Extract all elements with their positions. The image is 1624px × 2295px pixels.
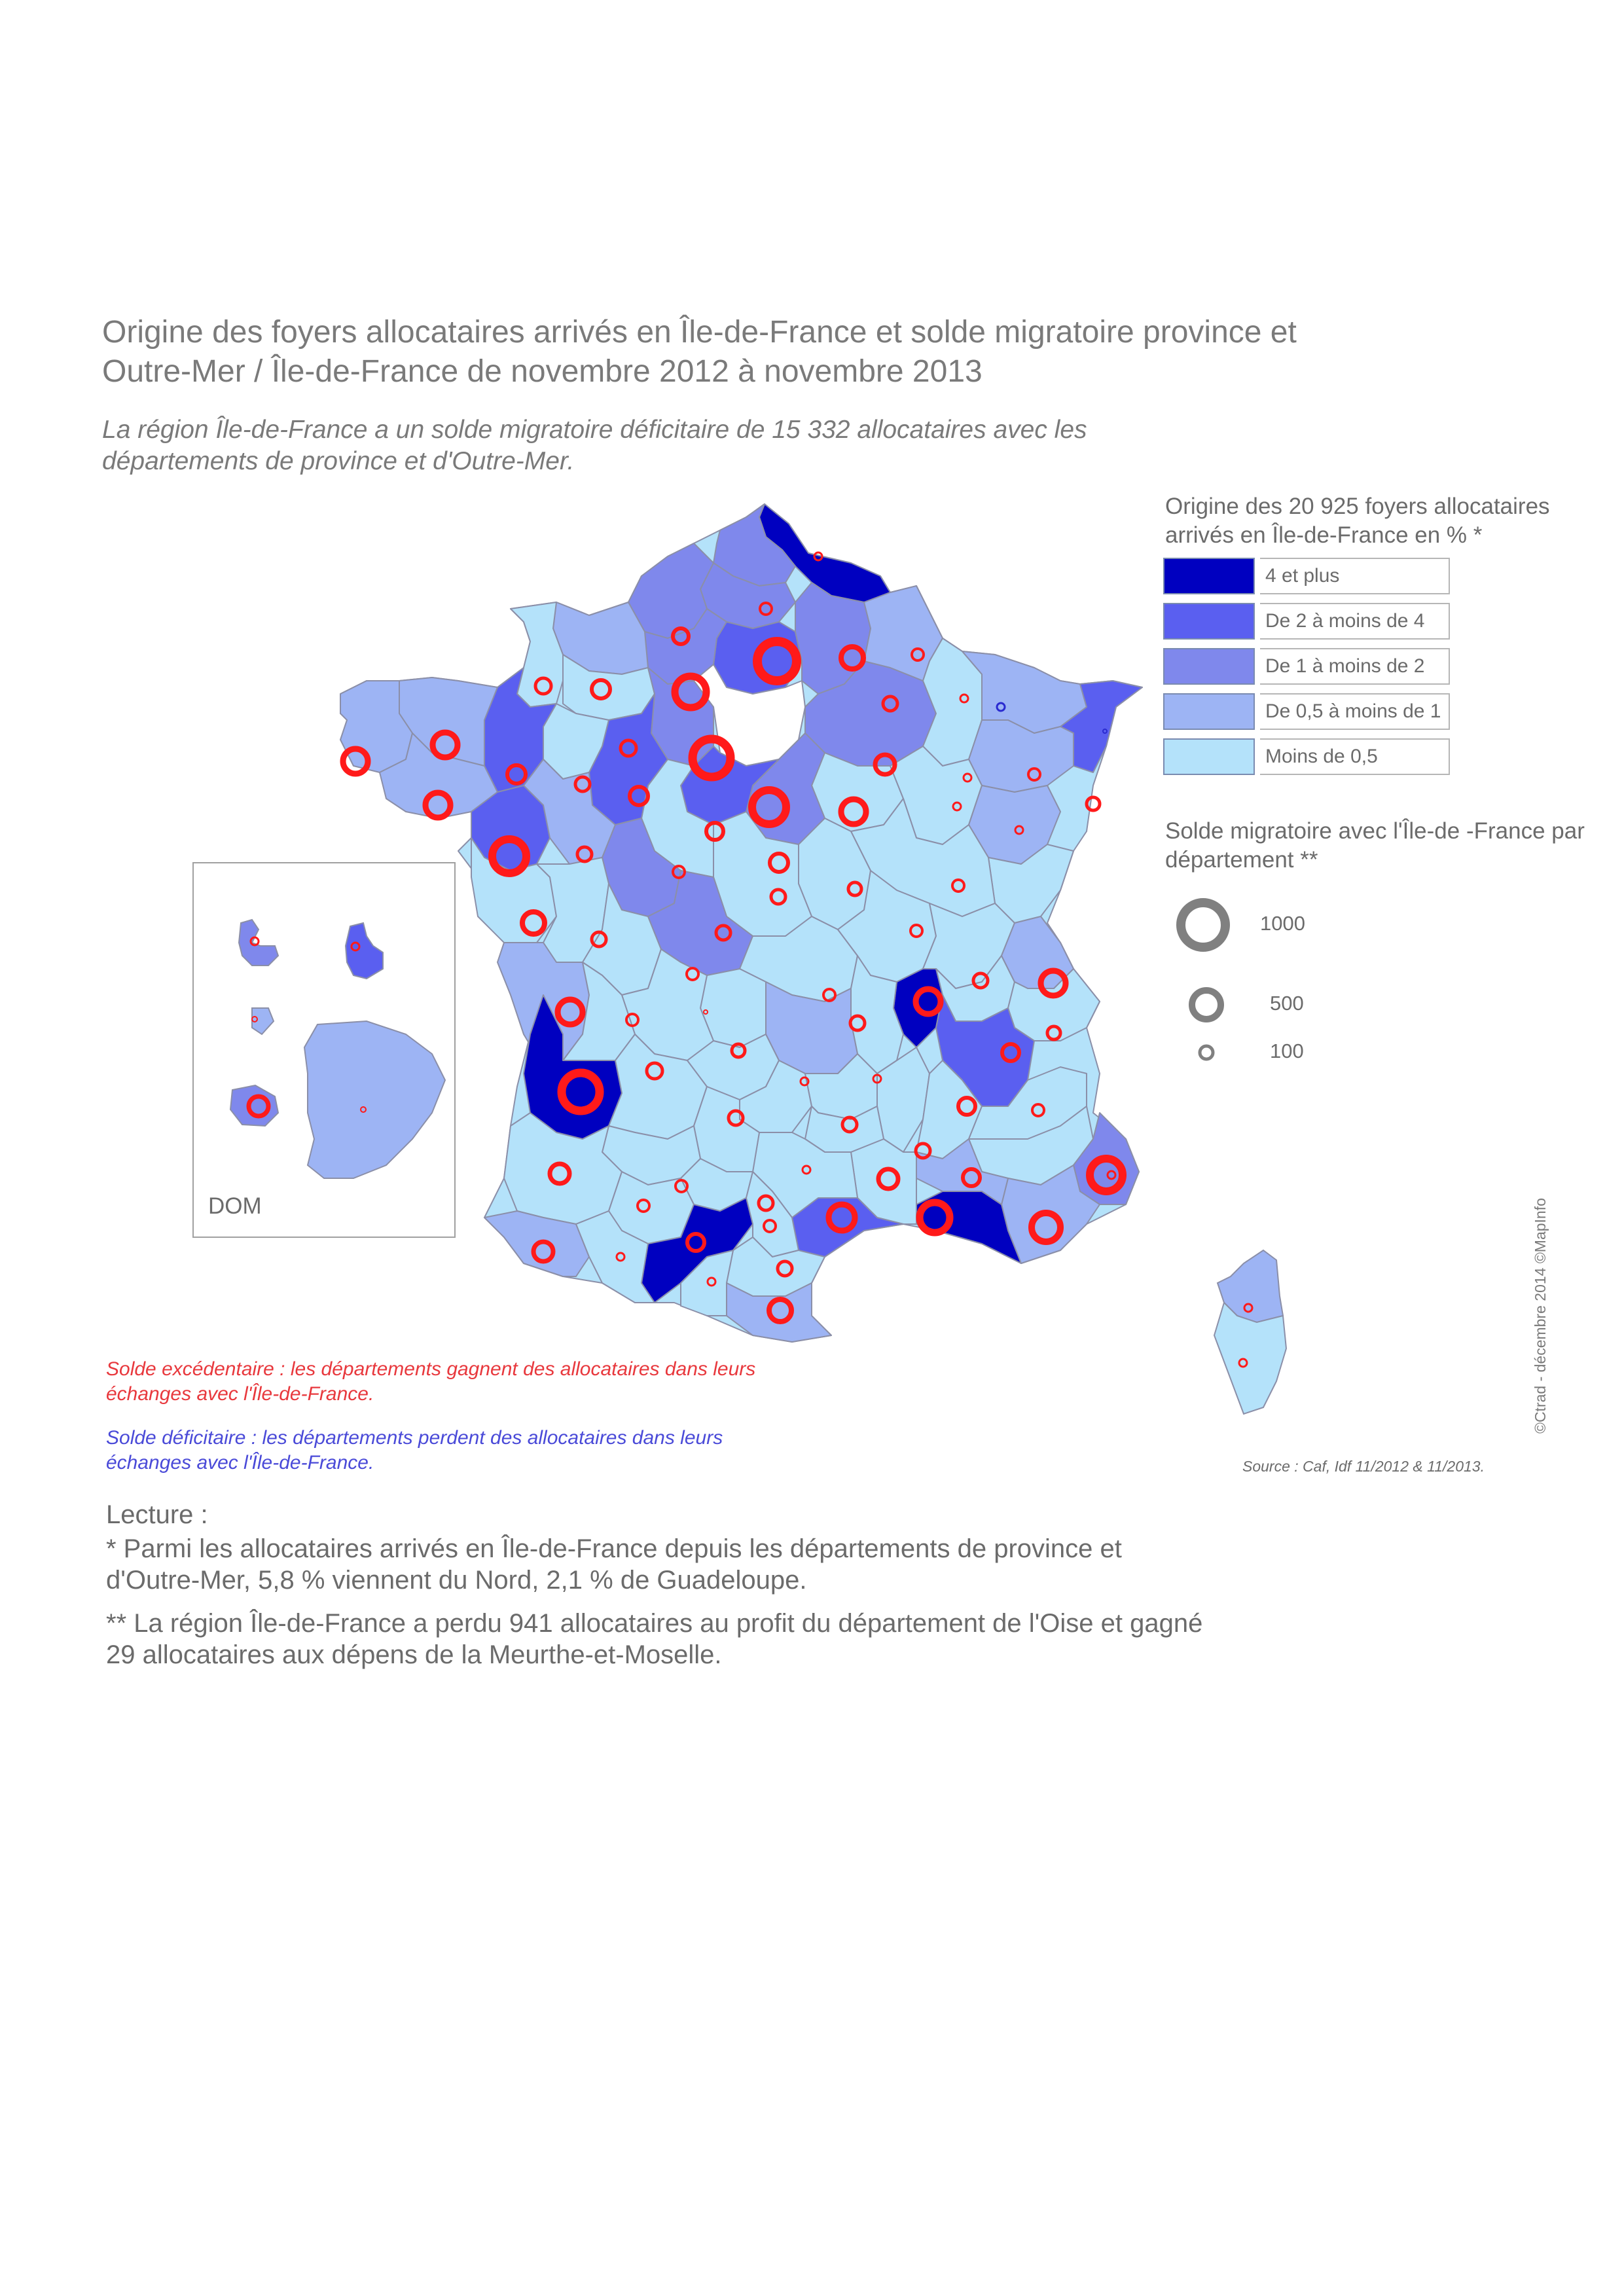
legend-swatch [1163,558,1255,594]
note-deficitaire: Solde déficitaire : les départements perdent des allocataires dans leurs échanges avec l'Île-de-France. [106,1427,723,1473]
legend-circle-500 [1192,990,1221,1019]
legend-row-05-1 [1163,693,1451,730]
legend-size-label-500: 500 [1270,992,1304,1015]
lecture-paragraph-2: ** La région Île-de-France a perdu 941 allocataires au profit du département de l'Oise et gagné 29 allocataires aux dépens de la Meurthe-et-Moselle. [106,1609,1203,1669]
legend-row-2-4 [1163,603,1451,640]
lecture-block [106,1499,1219,1682]
legend-size-label-1000: 1000 [1260,912,1305,935]
lecture-paragraph-1: * Parmi les allocataires arrivés en Île-de-France depuis les départements de province et d'Outre-Mer, 5,8 % viennent du Nord, 2,1 % de Guadeloupe. [106,1534,1122,1595]
lecture-heading: Lecture : [106,1500,208,1529]
legend-circle-100 [1200,1046,1213,1059]
legend-label: De 0,5 à moins de 1 [1260,693,1450,730]
legend-swatch [1163,738,1255,775]
solde-legend-title: Solde migratoire avec l'Île-de -France par département ** [1165,818,1585,873]
legend-swatch [1163,693,1255,730]
copyright-credit: ©Ctrad - décembre 2014 ©MapInfo [1532,1198,1549,1434]
legend-row-lt05 [1163,738,1451,775]
legend-swatch [1163,603,1255,640]
legend-circle-1000 [1181,903,1225,947]
legend-label: De 2 à moins de 4 [1260,603,1450,640]
map-title: Origine des foyers allocataires arrivés en Île-de-France et solde migratoire province et Outre-Mer / Île-de-France de novembre 2012 à novembre 2013 [102,315,1297,389]
legend-row-4plus [1163,558,1451,594]
legend-size-symbols [1181,903,1225,1059]
source-note: Source : Caf, Idf 11/2012 & 11/2013. [1242,1458,1485,1475]
legend-row-1-2 [1163,648,1451,685]
note-excedentaire: Solde excédentaire : les départements gagnent des allocataires dans leurs échanges avec l'Île-de-France. [106,1358,756,1405]
legend-size-label-100: 100 [1270,1039,1304,1062]
legend-label: Moins de 0,5 [1260,738,1450,775]
legend-label: De 1 à moins de 2 [1260,648,1450,685]
dom-label: DOM [208,1193,262,1219]
map-subtitle: La région Île-de-France a un solde migratoire déficitaire de 15 332 allocataires avec les départements de province et d'Outre-Mer. [102,416,1087,475]
legend-swatch [1163,648,1255,685]
legend-label: 4 et plus [1260,558,1450,594]
legend-title: Origine des 20 925 foyers allocataires arrivés en Île-de-France en % * [1165,494,1550,548]
mainland-france [340,504,1142,1342]
corsica [1214,1250,1286,1414]
